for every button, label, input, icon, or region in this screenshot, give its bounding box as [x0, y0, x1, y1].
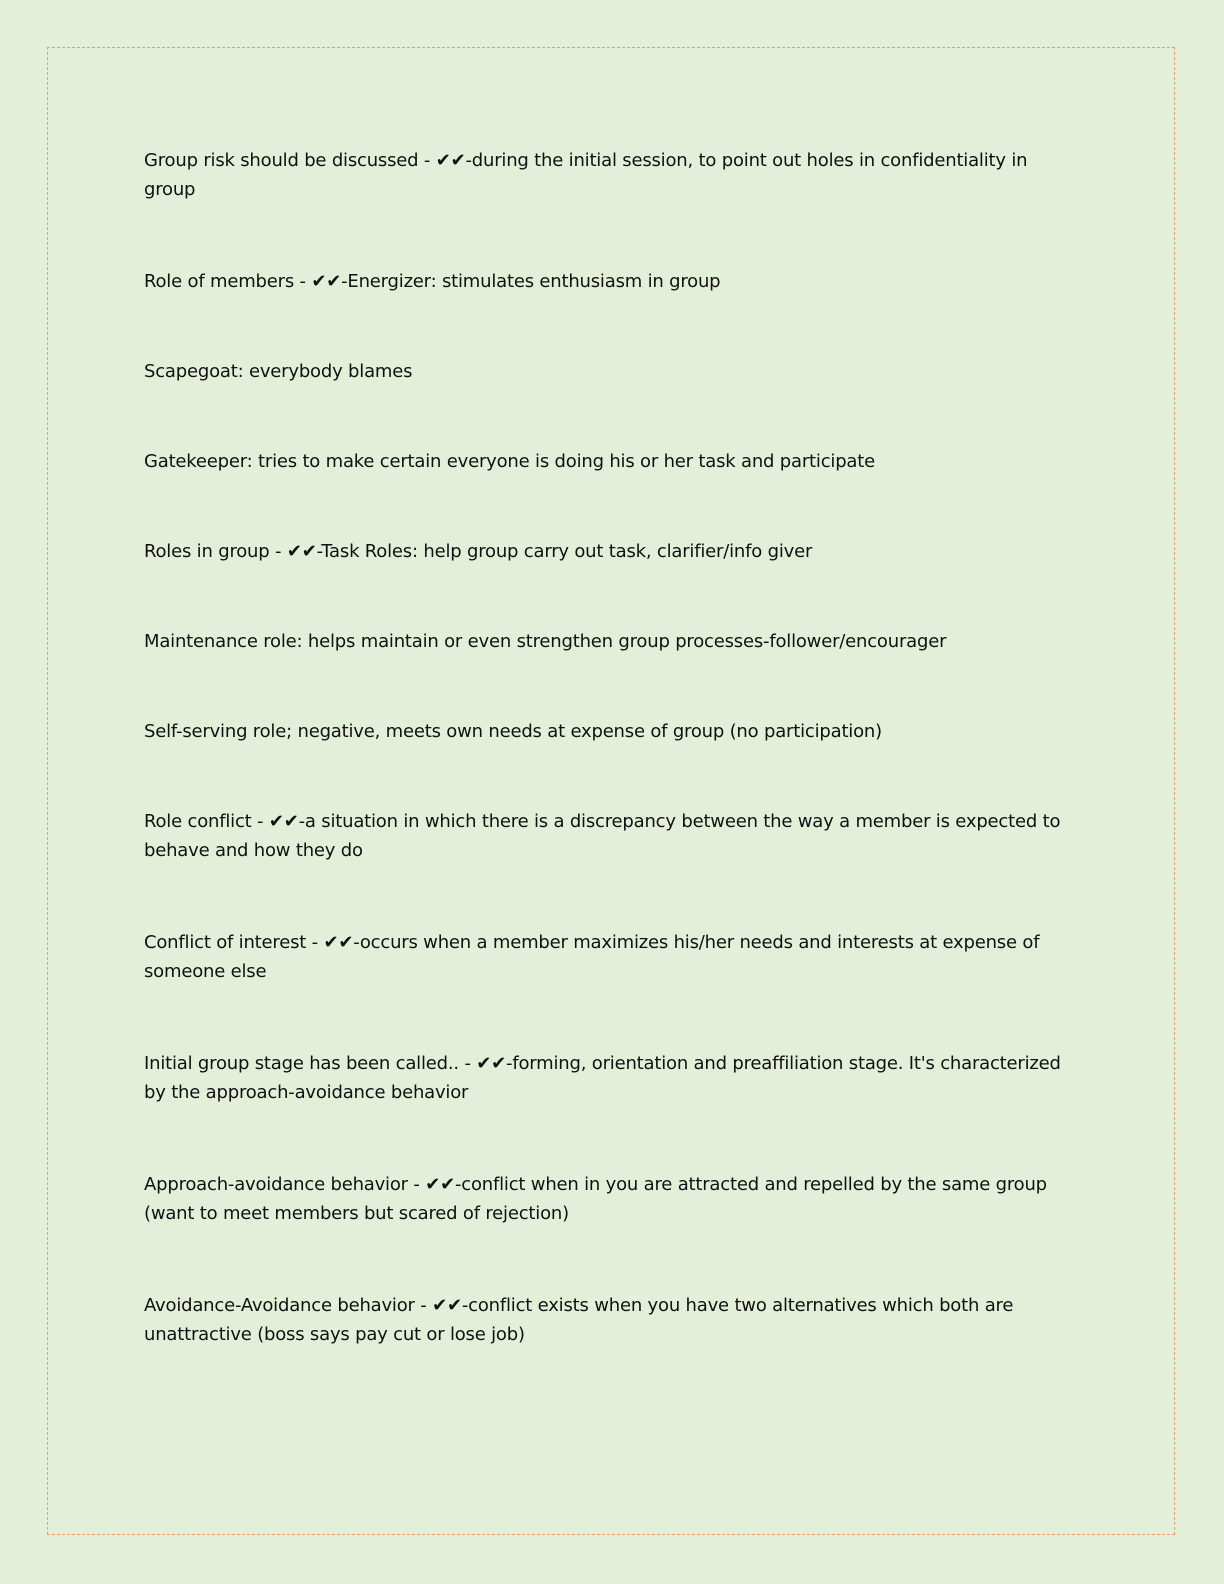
note-entry: Maintenance role: helps maintain or even strengthen group processes-follower/encourager [144, 631, 947, 652]
note-entry: Roles in group - ✔✔-Task Roles: help group carry out task, clarifier/info giver [144, 541, 813, 562]
note-entry: Conflict of interest - ✔✔-occurs when a member maximizes his/her needs and interests at expense of someone else [144, 932, 1040, 982]
note-entry: Avoidance-Avoidance behavior - ✔✔-conflict exists when you have two alternatives which both are unattractive (boss says pay cut or lose job) [144, 1295, 1014, 1345]
note-entry: Initial group stage has been called.. - ✔✔-forming, orientation and preaffiliation stage. It's characterized by the approach-avoidance behavior [144, 1053, 1061, 1103]
note-entry: Gatekeeper: tries to make certain everyone is doing his or her task and participate [144, 451, 875, 472]
note-entry: Scapegoat: everybody blames [144, 361, 413, 382]
notes-list [144, 146, 1084, 1349]
note-entry: Self-serving role; negative, meets own needs at expense of group (no participation) [144, 721, 882, 742]
note-entry: Approach-avoidance behavior - ✔✔-conflict when in you are attracted and repelled by the same group (want to meet members but scared of rejection) [144, 1174, 1047, 1224]
note-entry: Group risk should be discussed - ✔✔-during the initial session, to point out holes in confidentiality in group [144, 150, 1028, 200]
note-entry: Role conflict - ✔✔-a situation in which there is a discrepancy between the way a member is expected to behave and how they do [144, 811, 1061, 861]
note-entry: Role of members - ✔✔-Energizer: stimulates enthusiasm in group [144, 271, 721, 292]
